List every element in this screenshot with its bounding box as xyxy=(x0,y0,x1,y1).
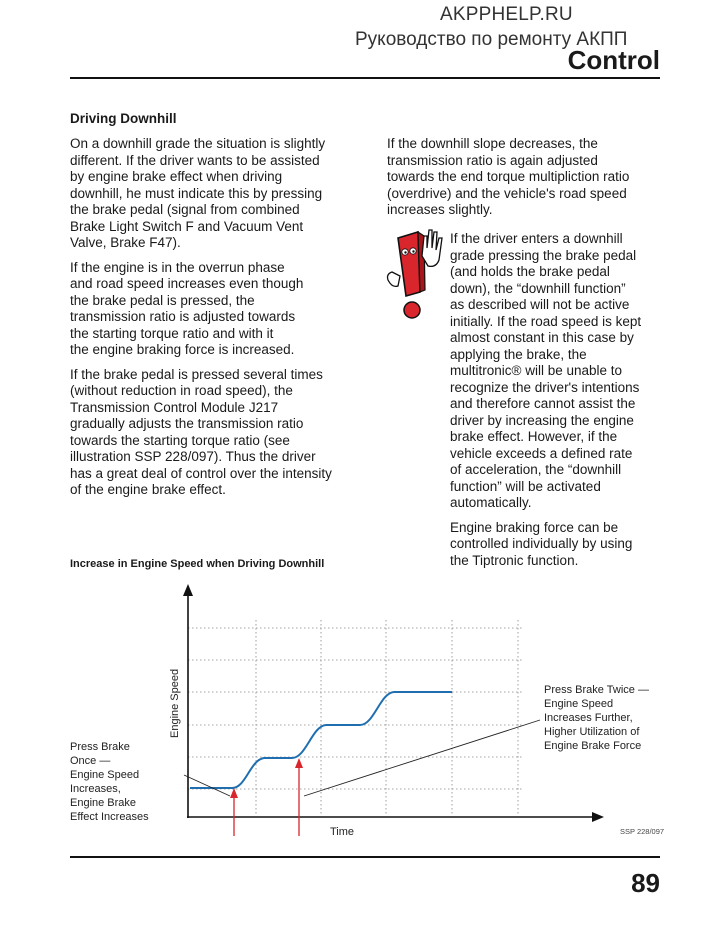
leader-line-right xyxy=(304,720,540,796)
annotation-left xyxy=(70,741,149,823)
svg-text:Press Brake Twice —: Press Brake Twice — xyxy=(544,684,649,696)
svg-text:Press Brake: Press Brake xyxy=(70,741,130,753)
svg-text:Engine Brake Force: Engine Brake Force xyxy=(544,740,642,752)
right-paragraph-2: If the driver enters a downhill grade pressing the brake pedal (and holds the brake pedal down), the “downhill function” as described will not be active initially. If the road speed is kept almost constant in this case by applying the brake, the multitronic® will be unable to recognize the driver's intentions and therefore cannot assist the driver by increasing the engine brake effect. However, if the vehicle exceeds a defined rate of acceleration, the “downhill function” will be activated automatically. xyxy=(450,231,642,510)
top-rule xyxy=(70,77,660,79)
right-column-top xyxy=(387,136,662,227)
header-section-title: Control xyxy=(567,45,660,75)
svg-text:Engine Brake: Engine Brake xyxy=(70,797,137,809)
y-axis-arrow xyxy=(183,584,193,596)
x-axis-label: Time xyxy=(330,826,355,838)
left-paragraph-3: If the brake pedal is pressed several times (without reduction in road speed), the Transmission Control Module J217 gradually adjusts the transmission ratio towards the starting torque ratio (see illustration SSP 228/097). Thus the driver has a great deal of control over the intensity of the engine brake effect. xyxy=(70,366,332,497)
figure-code: SSP 228/097 xyxy=(620,827,665,836)
bottom-rule xyxy=(70,856,660,858)
warning-hand-exclamation-icon xyxy=(384,226,446,325)
svg-text:Higher Utilization of: Higher Utilization of xyxy=(544,726,640,738)
header-site: AKPPHELP.RU xyxy=(440,4,573,25)
page-number: 89 xyxy=(631,868,660,898)
svg-text:Once —: Once — xyxy=(70,755,111,767)
svg-text:Increases,: Increases, xyxy=(70,783,121,795)
right-paragraph-3: Engine braking force can be controlled individually by using the Tiptronic function. xyxy=(450,519,633,568)
x-axis-arrow xyxy=(592,812,604,822)
y-axis-label: Engine Speed xyxy=(169,668,181,738)
figure-title: Increase in Engine Speed when Driving Downhill xyxy=(70,558,325,570)
svg-text:Engine Speed: Engine Speed xyxy=(70,769,140,781)
leader-line-left xyxy=(184,775,230,796)
section-heading: Driving Downhill xyxy=(70,111,177,126)
annotation-right xyxy=(544,684,649,752)
svg-text:Effect Increases: Effect Increases xyxy=(70,811,149,823)
left-paragraph-2: If the engine is in the overrun phase and road speed increases even though the brake pedal is pressed, the transmission ratio is adjusted towards the starting torque ratio and with it the engine braking force is increased. xyxy=(70,259,304,357)
brake-arrow-1 xyxy=(230,788,238,836)
svg-text:Increases Further,: Increases Further, xyxy=(544,712,633,724)
brake-arrow-2 xyxy=(295,758,303,836)
header-subtitle: Руководство по ремонту АКПП xyxy=(355,29,628,50)
right-paragraph-1: If the downhill slope decreases, the transmission ratio is again adjusted towards the end torque multipliction ratio (overdrive) and the vehicle's road speed increases slightly. xyxy=(387,136,630,217)
left-paragraph-1: On a downhill grade the situation is slightly different. If the driver wants to be assisted by engine brake effect when driving downhill, he must indicate this by pressing the brake pedal (signal from combined Brake Light Switch F and Vacuum Vent Valve, Brake F47). xyxy=(70,136,326,250)
right-column-main xyxy=(450,231,660,577)
engine-speed-chart xyxy=(60,580,680,842)
left-column xyxy=(70,136,355,507)
svg-text:Engine Speed: Engine Speed xyxy=(544,698,614,710)
